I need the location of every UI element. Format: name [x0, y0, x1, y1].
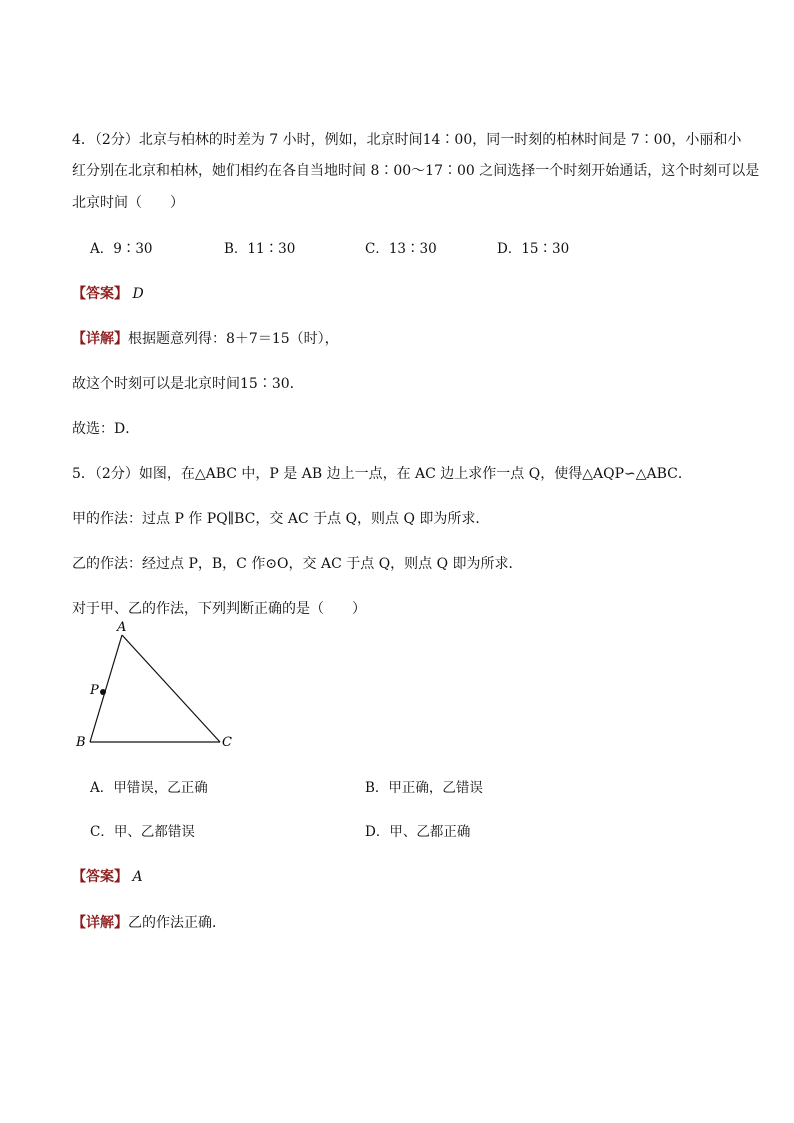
answer-value: D [132, 286, 144, 302]
q5-option-d: D．甲、乙都正确 [365, 824, 471, 840]
q5-stem-line-2: 甲的作法：过点 P 作 PQ∥BC，交 AC 于点 Q，则点 Q 即为所求． [72, 511, 490, 527]
label-p: P [90, 683, 99, 698]
q5-option-c: C．甲、乙都错误 [90, 824, 195, 840]
q4-answer [72, 284, 144, 304]
q4-stem-line-3: 北京时间（ ） [72, 195, 184, 211]
detail-tag: 【详解】 [72, 915, 128, 931]
q5-detail-line-1: 【详解】乙的作法正确． [72, 915, 226, 931]
answer-tag: 【答案】 [72, 869, 128, 885]
q4-stem-line-2: 红分别在北京和柏林，她们相约在各自当地时间 8∶00～17∶00 之间选择一个时刻开始通话，这个时刻可以是 [72, 163, 760, 179]
q4-option-a: A．9∶30 [90, 241, 153, 257]
q5-stem-line-3: 乙的作法：经过点 P，B，C 作⊙O，交 AC 于点 Q，则点 Q 即为所求． [72, 556, 523, 572]
q5-option-b: B．甲正确，乙错误 [365, 780, 483, 796]
answer-value: A [132, 869, 143, 885]
label-b: B [76, 735, 86, 750]
label-a: A [117, 620, 127, 635]
point-p [100, 689, 106, 695]
q5-answer [72, 867, 143, 887]
answer-tag: 【答案】 [72, 286, 128, 302]
q4-detail-line-3: 故选：D． [72, 421, 140, 437]
triangle-figure [68, 615, 248, 755]
side-ac [122, 635, 220, 742]
q4-option-b: B．11∶30 [224, 241, 296, 257]
q5-stem-line-4: 对于甲、乙的作法，下列判断正确的是（ ） [72, 601, 366, 617]
q4-option-c: C．13∶30 [365, 241, 437, 257]
q4-stem-line-1: 4．（2分）北京与柏林的时差为 7 小时，例如，北京时间14∶00，同一时刻的柏林时间是 7∶00，小丽和小 [72, 132, 742, 148]
q5-option-a: A．甲错误，乙正确 [90, 780, 208, 796]
label-c: C [222, 735, 232, 750]
q4-detail-line-1: 【详解】根据题意列得：8＋7＝15（时）， [72, 331, 339, 347]
q4-detail-line-2: 故这个时刻可以是北京时间15∶30． [72, 376, 304, 392]
q5-stem-line-1: 5．（2分）如图，在△ABC 中，P 是 AB 边上一点，在 AC 边上求作一点 Q，使得△AQP∽△ABC． [72, 466, 692, 482]
detail-tag: 【详解】 [72, 331, 128, 347]
q4-option-d: D．15∶30 [497, 241, 570, 257]
